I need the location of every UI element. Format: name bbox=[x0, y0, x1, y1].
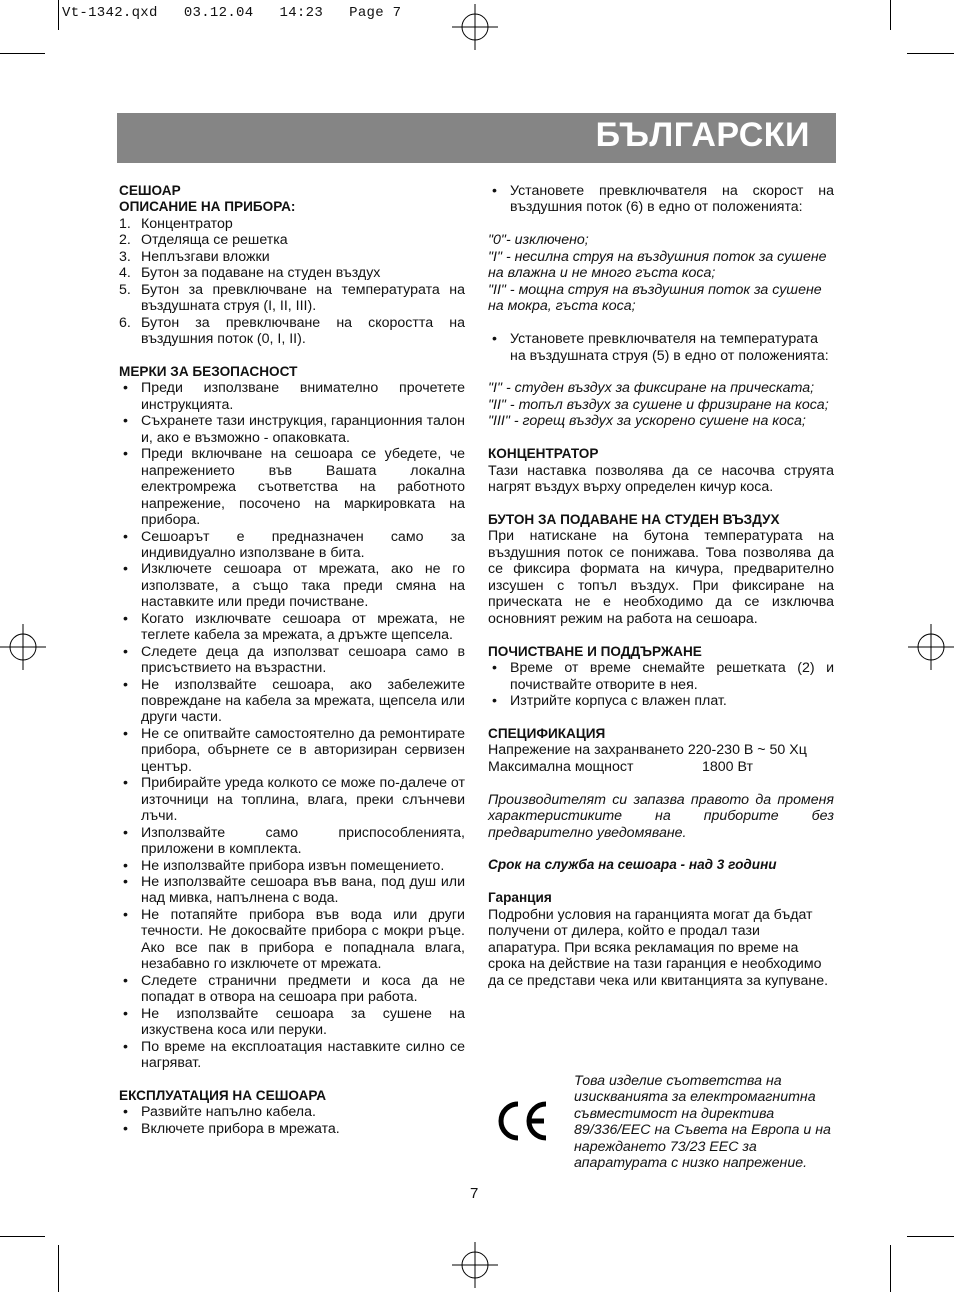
list-item: • Когато изключвате сешоара от мрежата, не теглете кабела за мрежата, а дръжте щепсела. bbox=[123, 610, 465, 644]
list-item: • Изключете сешоара от мрежата, ако не го използвате, а също така преди смяна на наставките или преди почистване. bbox=[123, 561, 465, 611]
banner-title: БЪЛГАРСКИ bbox=[595, 116, 810, 154]
temperature-modes bbox=[488, 380, 834, 429]
list-item: • Използвайте само приспособленията, приложени в комплекта. bbox=[123, 824, 465, 858]
list-item: • Преди използване внимателно прочетете инструкцията. bbox=[123, 380, 465, 413]
list-item: • Следете странични предмети и коса да не попадат в отвора на сешоара при работа. bbox=[123, 972, 465, 1006]
list-item: • Прибирайте уреда колкото се може по-далече от източници на топлина, влага, преки слънчеви лъчи. bbox=[123, 775, 465, 825]
mode-line: "I" - студен въздух за фиксиране на прическата; bbox=[488, 380, 815, 397]
crop-mark bbox=[907, 1236, 954, 1237]
service-life: Срок на служба на сешоара - над 3 години bbox=[488, 857, 777, 873]
description-heading: ОПИСАНИЕ НА ПРИБОРА: bbox=[119, 199, 296, 215]
list-item: 5. Бутон за превключване на температурата на въздушната струя (I, II, III). bbox=[119, 281, 465, 315]
specification-heading: СПЕЦИФИКАЦИЯ bbox=[488, 725, 606, 741]
ce-mark-icon bbox=[496, 1100, 552, 1142]
crop-mark bbox=[58, 1245, 59, 1292]
crop-mark bbox=[0, 53, 45, 54]
spec-voltage: Напрежение на захранването 220-230 В ~ 50 Хц bbox=[488, 742, 807, 759]
operation-heading: ЕКСПЛУАТАЦИЯ НА СЕШОАРА bbox=[119, 1087, 327, 1103]
list-item: • Установете превключвателя на температурата на въздушната струя (5) в едно от положенията: bbox=[492, 331, 829, 364]
cold-air-text: При натискане на бутона температурата на въздушния поток се понижава. Това позволява да се фиксира формата на кичура, предварително изсушен с топъл въздух. При фиксиране на прическата не е необходимо да се изключва основният режим на работа на сешоара. bbox=[488, 528, 834, 627]
description-list bbox=[119, 216, 465, 348]
list-item: • Следете деца да използват сешоара само в присъствието на възрастни. bbox=[123, 643, 465, 677]
page-number: 7 bbox=[470, 1185, 479, 1202]
list-item: • Развийте напълно кабела. bbox=[123, 1104, 316, 1121]
spec-power: Максимална мощност 1800 Вт bbox=[488, 758, 753, 775]
speed-modes bbox=[488, 232, 834, 314]
list-item: 2. Отделяща се решетка bbox=[119, 232, 288, 249]
left-column bbox=[119, 183, 465, 1137]
language-banner bbox=[117, 113, 836, 163]
mode-line: "II" - мощна струя на въздушния поток за сушене на мокра, гъста коса; bbox=[488, 281, 822, 315]
cleaning-heading: ПОЧИСТВАНЕ И ПОДДЪРЖАНЕ bbox=[488, 643, 702, 659]
crop-mark bbox=[890, 1245, 891, 1292]
cold-air-heading: БУТОН ЗА ПОДАВАНЕ НА СТУДЕН ВЪЗДУХ bbox=[488, 511, 780, 527]
cleaning-list bbox=[488, 660, 834, 709]
ce-conformity-note: Това изделие съответства на изискванията за електромагнитна съвместимост на директива 89/336/EEC на Съвета на Европа и на нареждането 73/23 EEC за апаратурата с низко напрежение. bbox=[574, 1073, 831, 1172]
list-item: 3. Неплъзгави вложки bbox=[119, 248, 270, 265]
warranty-heading: Гаранция bbox=[488, 890, 552, 906]
list-item: 4. Бутон за подаване на студен въздух bbox=[119, 265, 381, 282]
mode-line: "I" - несилна струя на въздушния поток за сушене на влажна и не много гъста коса; bbox=[488, 248, 827, 282]
list-item: • Време от време снемайте решетката (2) и почиствайте отворите в нея. bbox=[492, 660, 834, 693]
safety-list bbox=[119, 380, 465, 1071]
crop-mark bbox=[890, 0, 891, 30]
crop-mark bbox=[907, 53, 954, 54]
list-item: 1. Концентратор bbox=[119, 215, 233, 232]
manufacturer-reserve-note: Производителят си запазва правото да променя характеристиките на приборите без предварително уведомяване. bbox=[488, 791, 834, 841]
right-column bbox=[488, 183, 834, 989]
list-item: • Не използвайте прибора извън помещението. bbox=[123, 857, 445, 874]
safety-heading: МЕРКИ ЗА БЕЗОПАСНОСТ bbox=[119, 363, 298, 379]
registration-mark-icon bbox=[908, 624, 954, 670]
crop-mark bbox=[58, 0, 59, 30]
registration-mark-icon bbox=[452, 1242, 498, 1288]
list-item: • Не използвайте сешоара, ако забележите повреждане на кабела за мрежата, щепсела или други части. bbox=[123, 676, 465, 726]
list-item: • Не се опитвайте самостоятелно да ремонтирате прибора, обърнете се в авторизиран сервизен център. bbox=[123, 725, 465, 775]
list-item: • Включете прибора в мрежата. bbox=[123, 1120, 340, 1137]
list-item: 6. Бутон за превключване на скоростта на въздушния поток (0, I, II). bbox=[119, 314, 465, 348]
crop-mark bbox=[0, 1236, 45, 1237]
mode-line: "0"- изключено; bbox=[488, 232, 589, 249]
operation-list bbox=[119, 1104, 465, 1137]
concentrator-text: Тази наставка позволява да се насочва струята нагрят въздух върху определен кичур коса. bbox=[488, 462, 834, 496]
mode-line: "III" - горещ въздух за ускорено сушене на коса; bbox=[488, 413, 806, 430]
print-slug: Vt-1342.qxd 03.12.04 14:23 Page 7 bbox=[62, 5, 402, 21]
registration-mark-icon bbox=[0, 624, 46, 670]
list-item: • Преди включване на сешоара се убедете, че напрежението във Вашата локална електромрежа съответства на работното напрежение, посочено на маркировката на прибора. bbox=[123, 446, 465, 529]
list-item: • Сешоарът е предназначен само за индивидуално използване в бита. bbox=[123, 528, 465, 561]
list-item: • Не използвайте сешоара за сушене на изкуствена коса или перуки. bbox=[123, 1005, 465, 1039]
warranty-text: Подробни условия на гаранцията могат да бъдат получени от дилера, който е продал тази апаратура. При всяка рекламация по време на срока на действие на тази гаранция е необходимо да се представи чека или квитанцията за купуване. bbox=[488, 906, 829, 989]
list-item: • Установете превключвателя на скорост на въздушния поток (6) в едно от положенията: bbox=[492, 183, 834, 216]
list-item: • По време на експлоатация наставките силно се нагряват. bbox=[123, 1038, 465, 1071]
mode-line: "II" - топъл въздух за сушене и фризиране на коса; bbox=[488, 396, 829, 413]
section-title: СЕШОАР bbox=[119, 183, 181, 198]
list-item: • Изтрийте корпуса с влажен плат. bbox=[492, 692, 727, 709]
list-item: • Съхранете тази инструкция, гаранционния талон и, ако е възможно - опаковката. bbox=[123, 413, 465, 446]
list-item: • Не потапяйте прибора във вода или други течности. Не докосвайте прибора с мокри ръце. Ако все пак в прибора е попаднала влага, незабавно го изключете от мрежата. bbox=[123, 906, 465, 973]
list-item: • Не използвайте сешоара във вана, под душ или над мивка, напълнена с вода. bbox=[123, 874, 465, 907]
registration-mark-icon bbox=[452, 4, 498, 50]
concentrator-heading: КОНЦЕНТРАТОР bbox=[488, 446, 599, 462]
